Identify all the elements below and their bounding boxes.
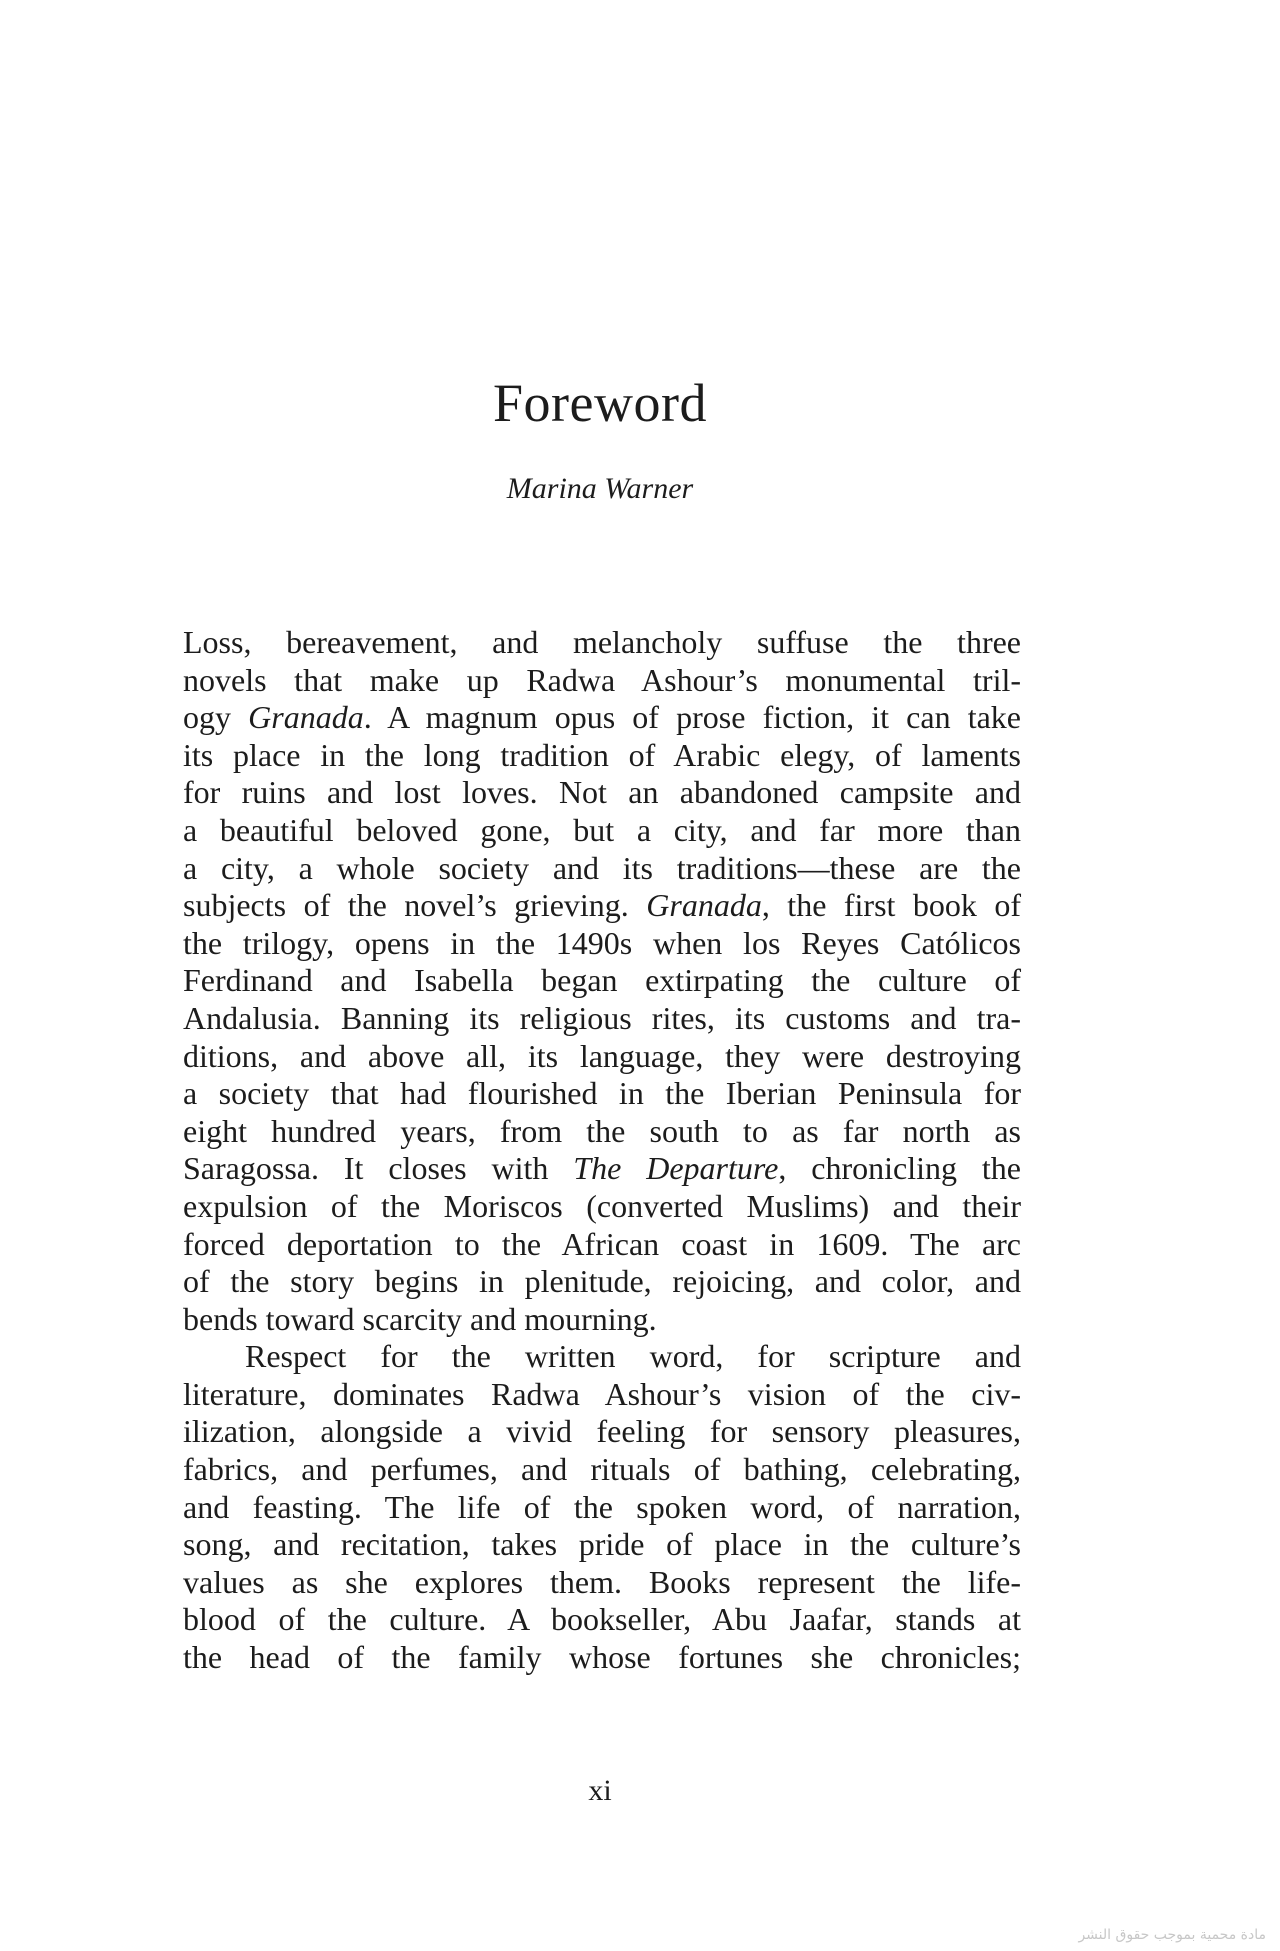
text-line: for ruins and lost loves. Not an abandoned campsite and [183,774,1021,811]
copyright-watermark: مادة محمية بموجب حقوق النشر [1078,1927,1266,1943]
text-line: novels that make up Radwa Ashour’s monumental tril- [183,661,1021,698]
text-line: Respect for the written word, for scripture and [245,1338,1021,1375]
text-line: bends toward scarcity and mourning. [183,1300,657,1337]
text-line: ditions, and above all, its language, they were destroying [183,1037,1021,1074]
text-line: of the story begins in plenitude, rejoicing, and color, and [183,1263,1021,1300]
text-line [183,887,1021,925]
text-line: Ferdinand and Isabella began extirpating the culture of [183,962,1021,999]
text-line: the trilogy, opens in the 1490s when los Reyes Católicos [183,924,1021,961]
text-run: ogy [183,699,249,736]
text-line: the head of the family whose fortunes she chronicles; [183,1639,1021,1676]
text-run: subjects of the novel’s grieving. [183,887,647,924]
text-line: eight hundred years, from the south to as far north as [183,1112,1021,1149]
text-line: a society that had flourished in the Iberian Peninsula for [183,1075,1021,1112]
text-line: fabrics, and perfumes, and rituals of bathing, celebrating, [183,1451,1021,1488]
author-name: Marina Warner [506,472,694,505]
text-line: its place in the long tradition of Arabic elegy, of laments [183,736,1021,773]
text-run: . A magnum opus of prose fiction, it can take [363,699,1022,736]
text-line [183,1150,1021,1188]
italic-title: Granada [248,699,364,736]
italic-title: The Departure [573,1150,779,1187]
text-line: values as she explores them. Books represent the life- [183,1563,1021,1600]
text-run: , chronicling the [778,1150,1022,1187]
text-run: Saragossa. It closes with [183,1150,574,1187]
italic-title: Granada [646,887,762,924]
text-run: , the first book of [761,887,1021,924]
text-line: a city, a whole society and its traditions—these are the [183,849,1021,886]
text-line [183,699,1021,737]
text-line: and feasting. The life of the spoken word, of narration, [183,1488,1021,1525]
text-line: expulsion of the Moriscos (converted Muslims) and their [183,1187,1021,1224]
text-line: blood of the culture. A bookseller, Abu Jaafar, stands at [183,1601,1021,1638]
text-line: ilization, alongside a vivid feeling for sensory pleasures, [183,1413,1021,1450]
body-text [183,624,1021,1677]
text-line: Loss, bereavement, and melancholy suffuse the three [183,624,1021,660]
text-line: forced deportation to the African coast in 1609. The arc [183,1225,1021,1262]
text-line: Andalusia. Banning its religious rites, its customs and tra- [183,999,1021,1036]
text-line: literature, dominates Radwa Ashour’s vision of the civ- [183,1375,1021,1412]
text-line: a beautiful beloved gone, but a city, and far more than [183,811,1021,848]
page-title: Foreword [493,373,707,433]
text-line: song, and recitation, takes pride of place in the culture’s [183,1526,1021,1563]
page-number: xi [588,1774,612,1807]
